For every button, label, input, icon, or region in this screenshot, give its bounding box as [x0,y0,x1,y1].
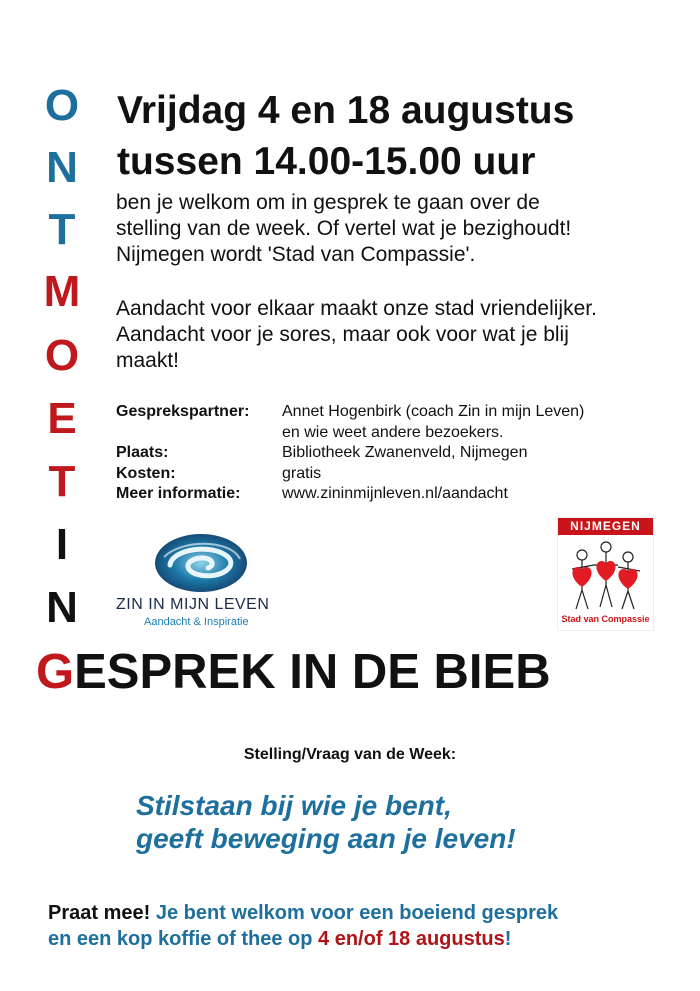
vertical-letter: M [43,267,81,316]
footer-coffee: en een kop koffie of thee op [48,928,319,950]
hearts-figures-icon [558,535,653,615]
footer-line [48,900,558,926]
stelling-heading: Stelling/Vraag van de Week: [243,746,457,763]
vertical-letter: T [48,457,76,506]
intro-line: Nijmegen wordt 'Stad van Compassie'. [116,243,476,267]
attention-line: maakt! [116,349,180,373]
cost-value: gratis [282,464,322,482]
headline-time: tussen 14.00-15.00 uur [117,140,536,183]
partner-value-extra: en wie weet andere bezoekers. [282,423,504,441]
stelling-quote-line: Stilstaan bij wie je bent, [136,790,452,821]
intro-line: stelling van de week. Of vertel wat je bezighoudt! [116,217,572,241]
attention-line: Aandacht voor je sores, maar ook voor wat je blij [116,323,569,347]
intro-paragraph [116,190,571,268]
vertical-letter: I [55,520,69,569]
zin-logo-subtitle: Aandacht & Inspiratie [144,616,249,628]
more-info-label: Meer informatie: [116,485,241,502]
zin-logo-title: ZIN IN MIJN LEVEN [116,596,270,613]
vertical-letter: N [46,143,78,192]
attention-paragraph [116,296,597,374]
nijmegen-logo-banner: NIJMEGEN [558,518,653,535]
headline-date: Vrijdag 4 en 18 augustus [117,89,575,132]
nijmegen-logo-caption: Stad van Compassie [561,614,650,624]
vertical-letter: E [47,394,77,443]
vertical-letter: N [46,583,78,632]
vertical-letter: T [48,205,76,254]
cost-label: Kosten: [116,464,176,482]
footer-line [48,926,511,952]
footer-dates: 4 en/of 18 augustus [318,928,505,950]
more-info-link[interactable]: www.zininmijnleven.nl/aandacht [282,485,508,502]
zin-in-mijn-leven-logo [112,527,297,637]
partner-label: Gesprekspartner: [116,403,250,420]
spiral-logo-icon [112,527,297,597]
place-value: Bibliotheek Zwanenveld, Nijmegen [282,444,528,461]
info-table [116,402,584,505]
intro-line: ben je welkom om in gesprek te gaan over de [116,191,540,214]
footer-welcome: Je bent welkom voor een boeiend gesprek [150,902,559,924]
vertical-letter: O [44,331,80,380]
big-title-first-letter: G [36,645,75,699]
footer-exclamation: ! [504,928,512,950]
big-title [36,645,551,699]
big-title-rest: ESPREK IN DE BIEB [74,645,551,699]
attention-line: Aandacht voor elkaar maakt onze stad vriendelijker. [116,297,597,320]
place-label: Plaats: [116,444,169,461]
praat-mee: Praat mee! [48,902,151,924]
partner-value: Annet Hogenbirk (coach Zin in mijn Leven) [282,403,585,420]
nijmegen-compassie-logo [557,517,654,631]
vertical-letter: O [44,81,80,130]
stelling-quote-line: geeft beweging aan je leven! [136,823,516,854]
